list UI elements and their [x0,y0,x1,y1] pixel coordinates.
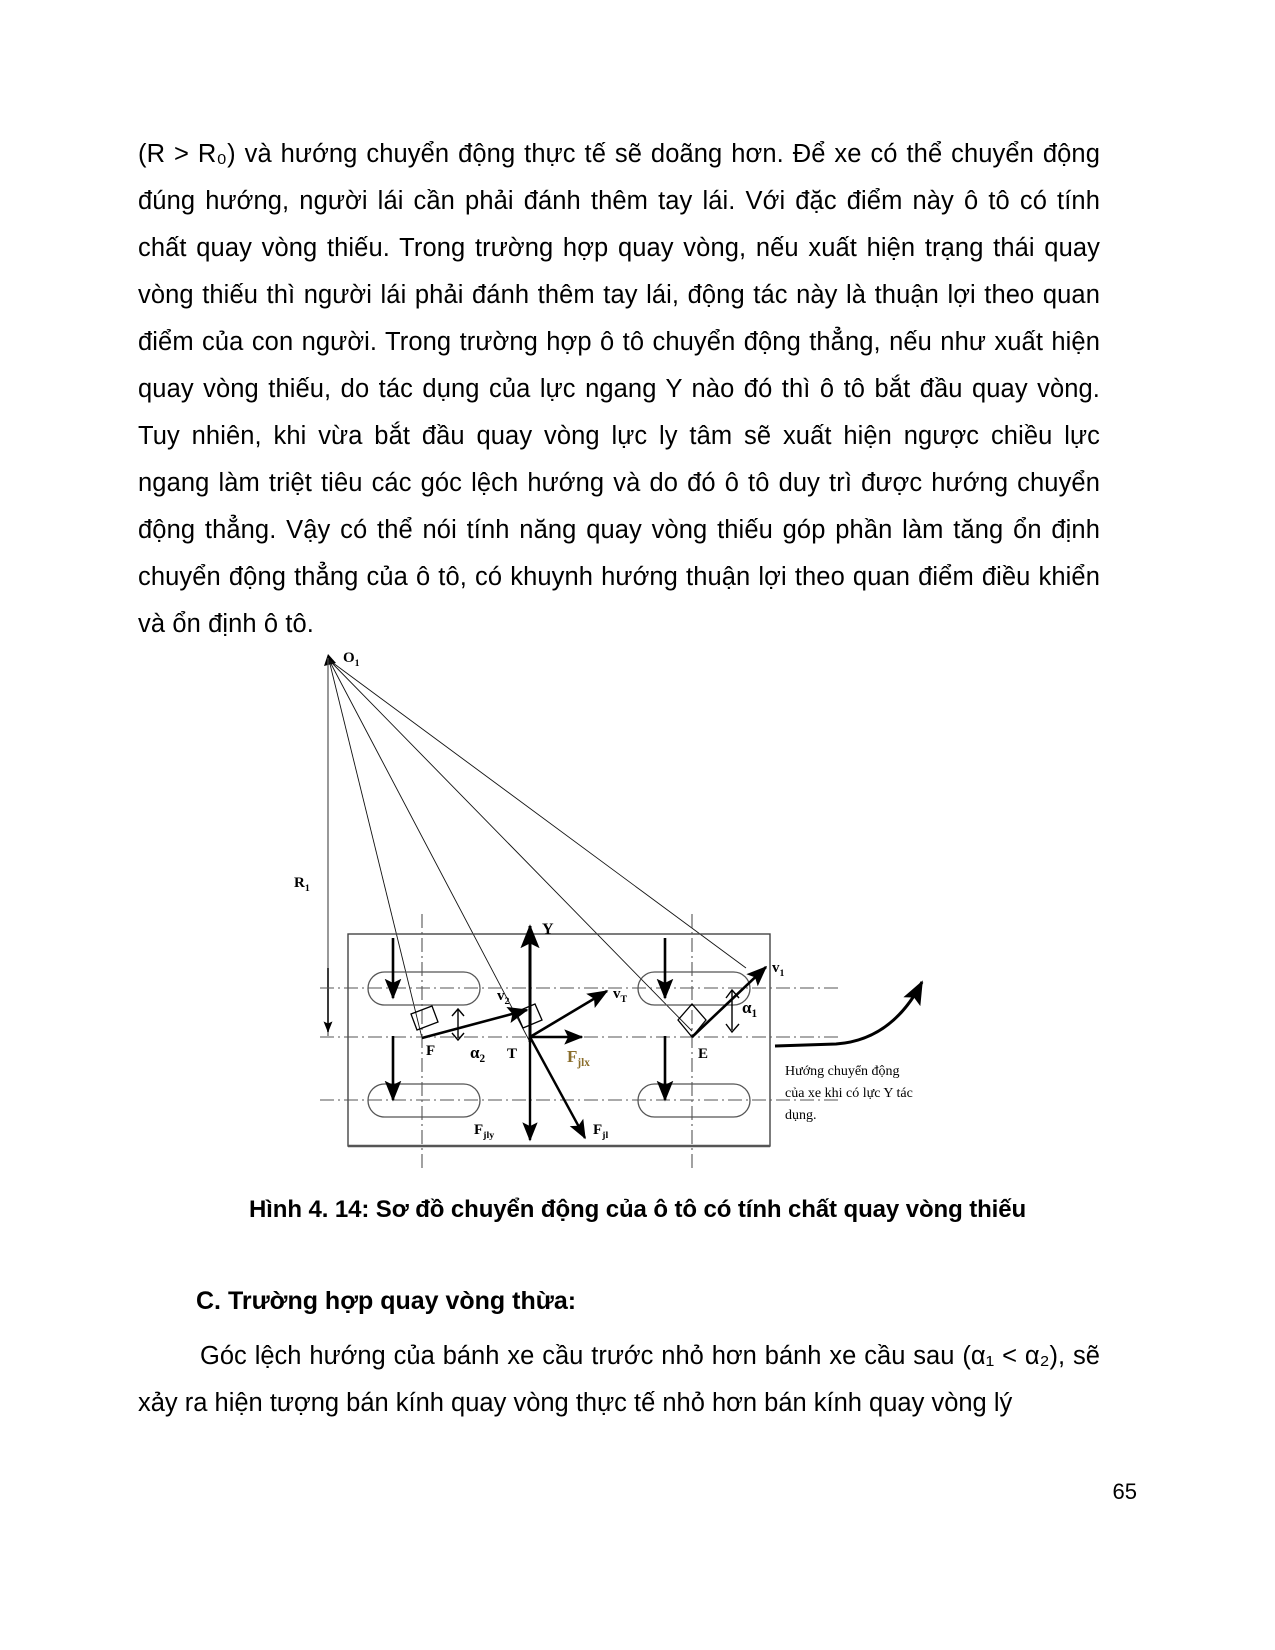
annotation-line-3: dụng. [785,1108,817,1123]
section-heading-c: C. Trường hợp quay vòng thừa: [196,1287,577,1315]
paragraph-text: Góc lệch hướng của bánh xe cầu trước nhỏ hơn bánh xe cầu sau (α₁ < α₂), sẽ xảy ra hiện tượng bán kính quay vòng thực tế nhỏ hơn bán kính quay vòng lý [138,1342,1100,1417]
label-alpha2: $\alpha_2$ [470,1043,486,1065]
annotation-line-1: Hướng chuyển động [785,1064,900,1079]
vehicle-body-outline [348,934,770,1146]
velocity-v1-arrow [692,967,766,1037]
velocity-v2-arrow [422,1010,527,1038]
figure-svg [280,638,1000,1178]
label-v1: $v_1$ [772,960,785,979]
annotation-line-2: của xe khi có lực Y tác [785,1086,913,1101]
body-paragraph-1 [138,131,1100,648]
label-Fjly: $F_{jly}$ [474,1122,495,1141]
ray-to-E-outer [329,660,746,968]
figure-4-14 [280,638,1000,1178]
ray-to-T [329,660,530,1042]
body-paragraph-2 [138,1333,1100,1427]
angle-alpha2-marks [452,1009,464,1040]
label-F: F [426,1043,436,1059]
label-O1: $O_1$ [343,650,360,669]
label-E: E [698,1046,709,1062]
label-T: T [507,1046,518,1062]
paragraph-text: (R > R₀) và hướng chuyển động thực tế sẽ doãng hơn. Để xe có thể chuyển động đúng hướng, người lái cần phải đánh thêm tay lái. Với đặc điểm này ô tô có tính chất quay vòng thiếu. Trong trường hợp quay vòng, nếu xuất hiện trạng thái quay vòng thiếu thì người lái phải đánh thêm tay lái, động tác này là thuận lợi theo quan điểm của con người. Trong trường hợp ô tô chuyển động thẳng, nếu như xuất hiện quay vòng thiếu, do tác dụng của lực ngang Y nào đó thì ô tô bắt đầu quay vòng. Tuy nhiên, khi vừa bắt đầu quay vòng lực ly tâm sẽ xuất hiện ngược chiều lực ngang làm triệt tiêu các góc lệch hướng và do đó ô tô duy trì được hướng chuyển động thẳng. Vậy có thể nói tính năng quay vòng thiếu góp phần làm tăng ổn định chuyển động thẳng của ô tô, có khuynh hướng thuận lợi theo quan điểm điều khiển và ổn định ô tô. [138,140,1100,638]
label-Fjlx: $F_{jlx}$ [567,1047,590,1069]
label-Y: Y [542,921,554,938]
velocity-vT-arrow [530,991,607,1037]
label-vT: $v_T$ [613,986,628,1005]
label-v2: $v_2$ [497,988,510,1007]
ray-to-E-upper [329,660,692,1031]
angle-alpha1-marks [726,990,739,1032]
figure-caption: Hình 4. 14: Sơ đồ chuyển động của ô tô có tính chất quay vòng thiếu [248,1196,1027,1223]
page-number: 65 [1112,1479,1137,1504]
label-alpha1: $\alpha_1$ [742,998,758,1020]
motion-direction-arrow [775,982,922,1046]
label-Fjl: $F_{jl}$ [593,1122,609,1141]
ray-to-F [329,660,422,1038]
label-R1: $R_1$ [294,875,310,894]
